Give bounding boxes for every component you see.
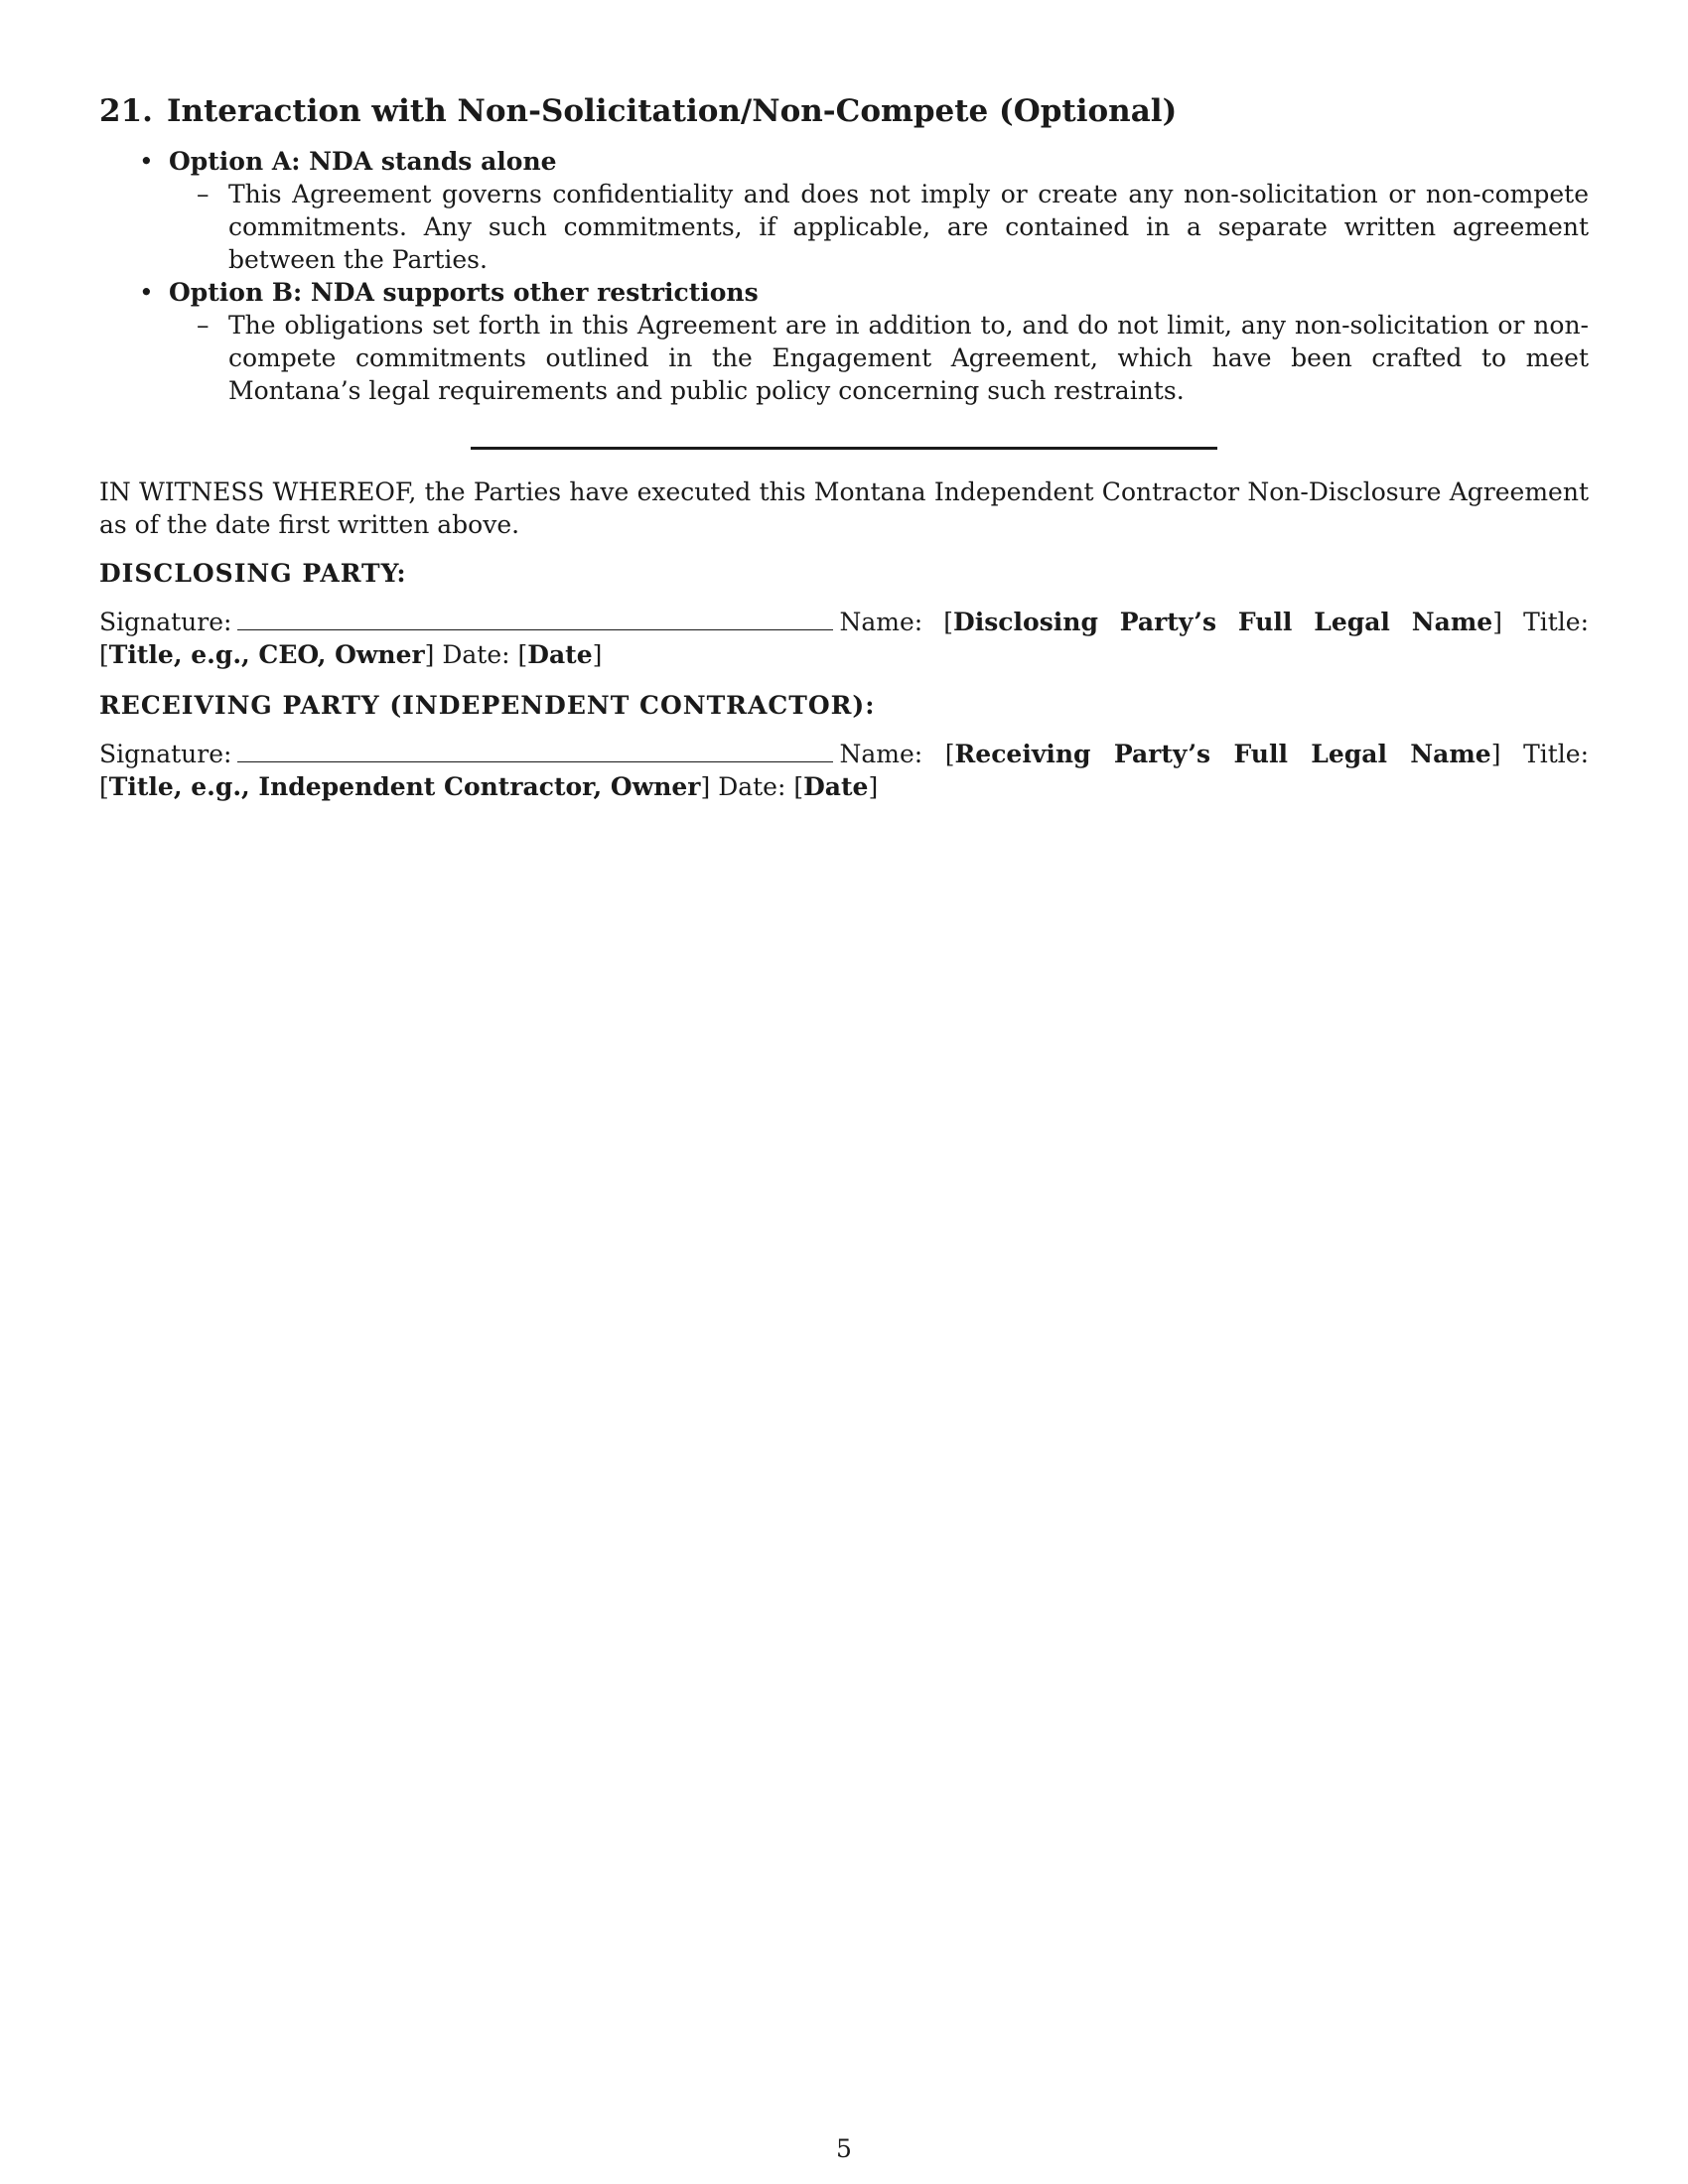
receiving-title-value: Title, e.g., Independent Contractor, Owner (108, 772, 701, 801)
receiving-signature-block: Signature: Name: [Receiving Party’s Full Legal Name] Title: [Title, e.g., Independent Contractor, Owner] Date: [Date] (99, 740, 1589, 801)
disclosing-signature-block: Signature: Name: [Disclosing Party’s Full Legal Name] Title: [Title, e.g., CEO, Owner] Date: [Date] (99, 608, 1590, 669)
disclosing-name-label: Name: (839, 608, 923, 636)
receiving-date-label: Date: (718, 772, 786, 801)
receiving-party-heading: RECEIVING PARTY (INDEPENDENT CONTRACTOR): (99, 691, 876, 720)
options-list (99, 145, 1589, 407)
witness-clause: IN WITNESS WHEREOF, the Parties have executed this Montana Independent Contractor Non-Disclosure Agreement as of the date first written above. (99, 478, 1589, 539)
section-heading (99, 91, 1589, 131)
disclosing-title-value: Title, e.g., CEO, Owner (108, 640, 425, 669)
page-number: 5 (836, 2134, 852, 2163)
document-page (99, 91, 1589, 821)
disclosing-signature-line[interactable] (237, 608, 833, 630)
receiving-name-value: Receiving Party’s Full Legal Name (954, 740, 1491, 768)
option-b-title: • Option B: NDA supports other restrictions (169, 278, 759, 307)
option-b-details (169, 309, 1589, 407)
disclosing-date-label: Date: (442, 640, 510, 669)
section-title: Interaction with Non-Solicitation/Non-Compete (Optional) (166, 93, 1178, 129)
option-a-text: – This Agreement governs confidentiality and does not imply or create any non-solicitation or non-compete commitments. Any such commitments, if applicable, are contained in a separate written agreement between the Parties. (228, 178, 1589, 276)
disclosing-name-value: Disclosing Party’s Full Legal Name (953, 608, 1493, 636)
option-a-item (169, 145, 1589, 276)
receiving-signature-label: Signature: (99, 740, 232, 768)
option-b-text: – The obligations set forth in this Agreement are in addition to, and do not limit, any non-solicitation or non-compete commitments outlined in the Engagement Agreement, which have been crafted to meet Montana’s legal requirements and public policy concerning such restraints. (228, 309, 1589, 407)
horizontal-rule (471, 447, 1217, 450)
disclosing-signature-label: Signature: (99, 608, 232, 636)
receiving-signature-line[interactable] (237, 740, 833, 762)
receiving-date-value: Date (803, 772, 869, 801)
disclosing-date-value: Date (527, 640, 593, 669)
disclosing-title-label: Title: (1523, 608, 1590, 636)
disclosing-party-heading: DISCLOSING PARTY: (99, 559, 407, 588)
option-a-title: • Option A: NDA stands alone (169, 147, 557, 176)
receiving-name-label: Name: (839, 740, 923, 768)
receiving-title-label: Title: (1523, 740, 1589, 768)
option-a-details (169, 178, 1589, 276)
section-number: 21. (99, 93, 153, 129)
option-b-item (169, 276, 1589, 407)
